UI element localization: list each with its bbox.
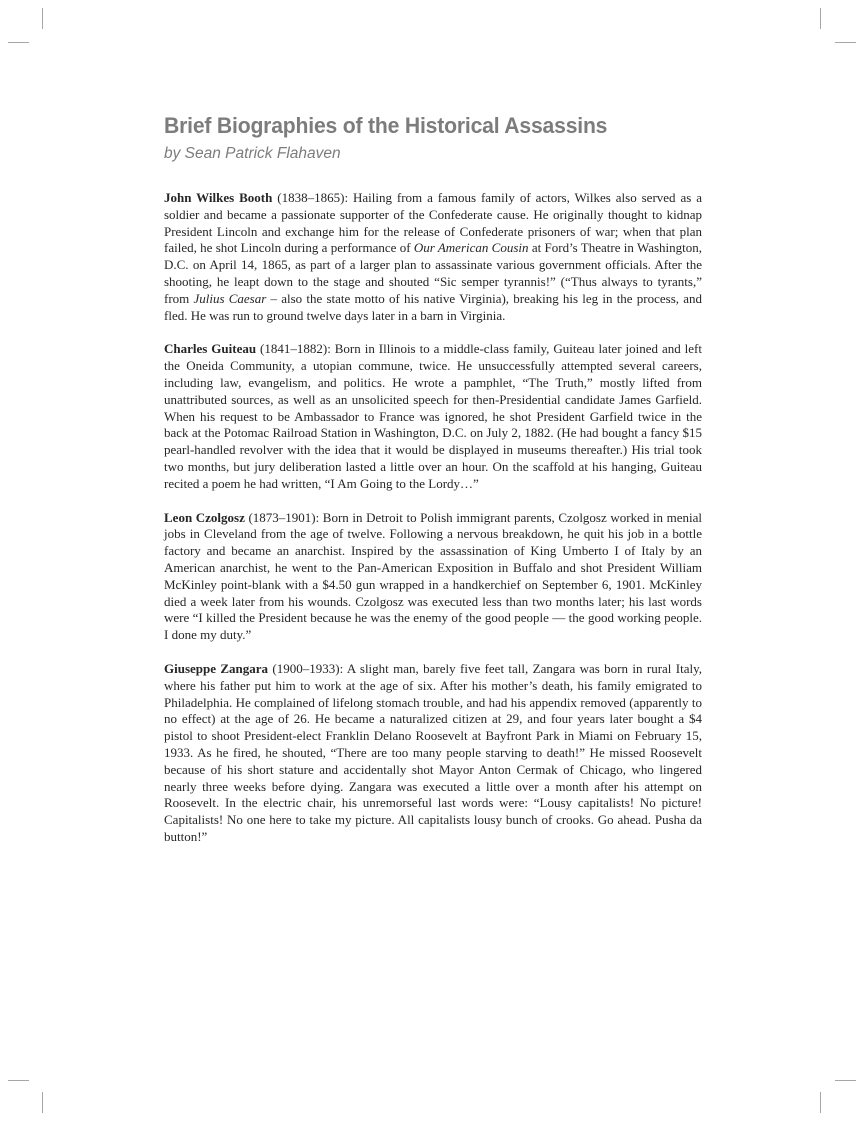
crop-mark-bottom-left-horizontal [8, 1080, 29, 1081]
text-segment-normal: (1873–1901): Born in Detroit to Polish immigrant parents, Czolgosz worked in menial jobs in Cleveland from the age of twelve. Following a nervous breakdown, he quit his job in a bottle factory and became an anarchist. Inspired by the assassination of King Umberto I of Italy by an American anarchist, he went to the Pan-American Exposition in Buffalo and shot President William McKinley point-blank with a $4.50 gun wrapped in a handkerchief on September 6, 1901. McKinley died a week later from his wounds. Czolgosz was executed less than two months later; his last words were “I killed the President because he was the enemy of the good people — the good working people. I done my duty.” [164, 509, 702, 643]
text-segment-italic: Julius Caesar [193, 290, 267, 306]
text-column [164, 113, 702, 846]
text-segment-bold: Charles Guiteau [164, 341, 257, 357]
text-segment-normal: (1900–1933): A slight man, barely five feet tall, Zangara was born in rural Italy, where his father put him to work at the age of six. After his mother’s death, his family emigrated to Philadelphia. He complained of lifelong stomach trouble, and had his appendix removed (apparently to no effect) at the age of 26. He became a naturalized citizen at 29, and four years later bought a $4 pistol to shoot President-elect Franklin Delano Roosevelt at Bayfront Park in Miami on February 15, 1933. As he fired, he shouted, “There are too many people starving to death!” He missed Roosevelt because of his short stature and accidentally shot Mayor Anton Cermak of Chicago, who lingered nearly three weeks before dying. Zangara was executed a little over a month after his attempt on Roosevelt. In the electric chair, his unremorseful last words were: “Lousy capitalists! No picture! Capitalists! No one here to take my picture. All capitalists lousy bunch of crooks. Go ahead. Pusha da button!” [164, 660, 702, 844]
crop-mark-bottom-right-horizontal [835, 1080, 856, 1081]
bio-paragraph-leon-czolgosz [164, 510, 702, 644]
bio-paragraph-giuseppe-zangara [164, 661, 702, 846]
bio-paragraph-charles-guiteau [164, 341, 702, 492]
text-segment-normal: – also the state motto of his native Virginia), breaking his leg in the process, and fled. He was run to ground twelve days later in a barn in Virginia. [164, 290, 702, 323]
biography-list [164, 190, 702, 846]
text-segment-normal: (1841–1882): Born in Illinois to a middle-class family, Guiteau later joined and left the Oneida Community, a utopian commune, twice. He unsuccessfully attempted several careers, including law, evangelism, and politics. He wrote a pamphlet, “The Truth,” mostly lifted from unattributed sources, as well as an unsolicited speech for then-Presidential candidate James Garfield. When his request to be Ambassador to France was ignored, he shot President Garfield twice in the back at the Potomac Railroad Station in Washington, D.C. on July 2, 1882. (He had bought a fancy $15 pearl-handled revolver with the idea that it would be displayed in museums thereafter.) His trial took two months, but jury deliberation lasted a little over an hour. On the scaffold at his hanging, Guiteau recited a poem he had written, “I Am Going to the Lordy…” [164, 341, 702, 491]
crop-mark-top-right-horizontal [835, 42, 856, 43]
text-segment-bold: Giuseppe Zangara [164, 660, 269, 676]
crop-mark-top-left-vertical [42, 8, 43, 29]
text-segment-italic: Our American Cousin [413, 240, 529, 256]
text-segment-normal: (1838–1865): Hailing from a famous family of actors, Wilkes also served as a soldier and became a passionate supporter of the Confederate cause. He originally thought to kidnap President Lincoln and exchange him for the release of Confederate prisoners of war; when that plan failed, he shot Lincoln during a performance of [164, 190, 702, 256]
page-title: Brief Biographies of the Historical Assassins [164, 113, 608, 138]
bio-paragraph-john-wilkes-booth [164, 190, 702, 324]
crop-mark-top-left-horizontal [8, 42, 29, 43]
text-segment-bold: Leon Czolgosz [164, 509, 245, 525]
byline: by Sean Patrick Flahaven [164, 145, 341, 162]
text-segment-normal: at Ford’s Theatre in Washington, D.C. on April 14, 1865, as part of a larger plan to assassinate various government officials. After the shooting, he leapt down to the stage and shouted “Sic semper tyrannis!” (“Thus always to tyrants,” from [164, 240, 702, 306]
crop-mark-bottom-left-vertical [42, 1092, 43, 1113]
text-segment-bold: John Wilkes Booth [164, 190, 273, 205]
crop-mark-top-right-vertical [820, 8, 821, 29]
crop-mark-bottom-right-vertical [820, 1092, 821, 1113]
